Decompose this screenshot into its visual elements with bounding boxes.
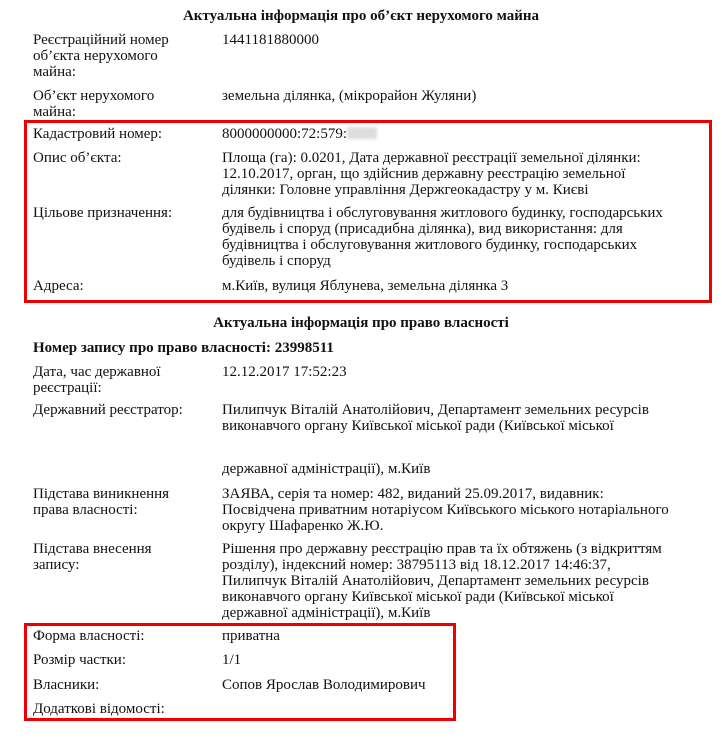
label-line: Підстава внесення: [33, 541, 152, 557]
value-share-size: 1/1: [222, 652, 242, 668]
value-line: розділу), індексний номер: 38795113 від 18.12.2017 14:46:37,: [222, 557, 611, 573]
value-state-registrar: [222, 402, 649, 477]
value-line: виконавчого органу Київської міської ради (Київської міської: [222, 418, 614, 434]
label-line: Об’єкт нерухомого: [33, 88, 155, 104]
object-section-title: Актуальна інформація про об’єкт нерухомого майна: [182, 8, 540, 24]
label-share-size: Розмір частки:: [33, 652, 126, 668]
label-line: реєстрації:: [33, 380, 102, 396]
label-entry-basis: [33, 541, 152, 573]
value-line: будівель і споруд (присадибна ділянка), вид використання: для: [222, 221, 623, 237]
value-property-object: земельна ділянка, (мікрорайон Жуляни): [222, 88, 477, 104]
label-ownership-basis: [33, 486, 169, 518]
label-line: майна:: [33, 104, 76, 120]
label-registration-number: [33, 32, 169, 80]
label-line: Підстава виникнення: [33, 486, 170, 502]
value-line: державної адміністрації), м.Київ: [222, 605, 431, 621]
value-object-description: [222, 150, 641, 198]
value-line: будівництва і обслуговування житлового будинку, господарських: [222, 237, 638, 253]
label-property-object: [33, 88, 154, 120]
value-line: Пилипчук Віталій Анатолійович, Департамент земельних ресурсів: [222, 402, 649, 418]
label-line: Реєстраційний номер: [33, 32, 169, 48]
value-owners: Сопов Ярослав Володимирович: [222, 677, 426, 693]
label-line: запису:: [33, 557, 80, 573]
label-line: Дата, час державної: [33, 364, 161, 380]
value-line: 12.10.2017, орган, що здійснив державну реєстрацію земельної: [222, 166, 626, 182]
label-cadastral-number: Кадастровий номер:: [33, 126, 163, 142]
label-line: об’єкта нерухомого: [33, 48, 158, 64]
value-line: ЗАЯВА, серія та номер: 482, виданий 25.09.2017, видавник:: [222, 486, 604, 502]
cadastral-number-text: 8000000000:72:579:: [222, 126, 348, 142]
value-registration-number: 1441181880000: [222, 32, 319, 48]
value-line: Площа (га): 0.0201, Дата державної реєстрації земельної ділянки:: [222, 150, 641, 166]
value-intended-purpose: [222, 205, 663, 269]
value-line: Рішення про державну реєстрацію прав та їх обтяжень (з відкриттям: [222, 541, 662, 557]
value-line: Пилипчук Віталій Анатолійович, Департамент земельних ресурсів: [222, 573, 649, 589]
value-address: м.Київ, вулиця Яблунева, земельна ділянка 3: [222, 278, 509, 294]
label-additional-info: Додаткові відомості:: [33, 701, 165, 717]
label-line: майна:: [33, 64, 76, 80]
value-line: округу Шафаренко Ж.Ю.: [222, 518, 384, 534]
label-object-description: Опис об’єкта:: [33, 150, 122, 166]
label-state-registrar: Державний реєстратор:: [33, 402, 183, 418]
label-address: Адреса:: [33, 278, 84, 294]
label-registration-datetime: [33, 364, 161, 396]
value-ownership-basis: [222, 486, 669, 534]
value-ownership-form: приватна: [222, 628, 280, 644]
label-ownership-form: Форма власності:: [33, 628, 145, 644]
value-line: виконавчого органу Київської міської ради (Київської міської: [222, 589, 614, 605]
value-entry-basis: [222, 541, 662, 621]
value-line: для будівництва і обслуговування житлового будинку, господарських: [222, 205, 663, 221]
ownership-section-title: Актуальна інформація про право власності: [213, 315, 509, 331]
value-registration-datetime: 12.12.2017 17:52:23: [222, 364, 347, 380]
value-line: Посвідчена приватним нотаріусом Київського міського нотаріального: [222, 502, 669, 518]
ownership-record-heading: Номер запису про право власності: 23998511: [33, 340, 334, 356]
value-cadastral-number: [222, 126, 377, 142]
label-line: права власності:: [33, 502, 138, 518]
value-line: державної адміністрації), м.Київ: [222, 461, 431, 477]
label-intended-purpose: Цільове призначення:: [33, 205, 173, 221]
label-owners: Власники:: [33, 677, 100, 693]
value-line: будівель і споруд: [222, 253, 331, 269]
redacted-blur: [347, 127, 377, 139]
value-line: ділянки: Головне управління Держгеокадастру у м. Києві: [222, 182, 589, 198]
